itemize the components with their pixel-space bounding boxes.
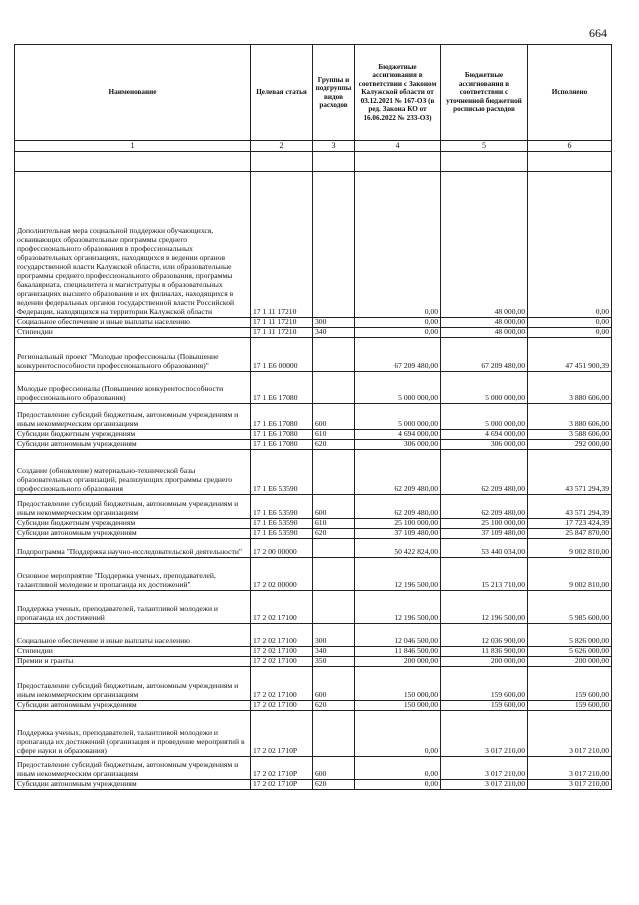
row-name: Основное мероприятие "Поддержка ученых, преподавателей, талантливой молодежи и пропаганда их достижений"	[15, 558, 251, 591]
row-executed: 3 017 210,00	[528, 780, 612, 790]
row-assignment-refined: 3 017 210,00	[441, 711, 528, 757]
column-number: 3	[313, 141, 355, 152]
row-target-article: 17 2 02 1710Р	[251, 780, 313, 790]
table-row	[15, 372, 612, 404]
row-target-article: 17 2 02 17100	[251, 667, 313, 701]
table-row	[15, 657, 612, 667]
header-assignments-law: Бюджетные ассигнования в соответствии с Законом Калужской области от 03.12.2021 № 167-ОЗ (в ред. Закона КО от 16.06.2022 № 233-ОЗ)	[355, 45, 441, 141]
row-target-article: 17 1 Е6 53590	[251, 495, 313, 519]
row-assignment-refined: 37 109 480,00	[441, 529, 528, 539]
row-assignment-law: 0,00	[355, 328, 441, 338]
row-executed: 43 571 294,39	[528, 450, 612, 495]
row-target-article: 17 1 11 17210	[251, 328, 313, 338]
header-assignments-refined: Бюджетные ассигнования в соответствии с уточненной бюджетной росписью расходов	[441, 45, 528, 141]
row-executed: 5 826 000,00	[528, 624, 612, 647]
row-name: Субсидии бюджетным учреждениям	[15, 430, 251, 440]
table-row	[15, 172, 612, 318]
row-assignment-law: 11 846 500,00	[355, 647, 441, 657]
table-row	[15, 328, 612, 338]
row-executed: 0,00	[528, 172, 612, 318]
row-executed: 47 451 900,39	[528, 338, 612, 372]
row-name: Региональный проект "Молодые профессионалы (Повышение конкурентоспособности профессионального образования)"	[15, 338, 251, 372]
row-name: Предоставление субсидий бюджетным, автономным учреждениям и иным некоммерческим организациям	[15, 757, 251, 780]
table-row	[15, 495, 612, 519]
row-assignment-law: 0,00	[355, 757, 441, 780]
row-assignment-refined: 48 000,00	[441, 318, 528, 328]
row-executed: 292 000,00	[528, 440, 612, 450]
row-expense-group	[313, 372, 355, 404]
row-assignment-refined: 53 440 034,00	[441, 539, 528, 558]
row-name: Предоставление субсидий бюджетным, автономным учреждениям и иным некоммерческим организациям	[15, 667, 251, 701]
table-row	[15, 624, 612, 647]
column-number: 2	[251, 141, 313, 152]
table-row	[15, 647, 612, 657]
table-row	[15, 711, 612, 757]
table-row	[15, 430, 612, 440]
row-assignment-law: 0,00	[355, 711, 441, 757]
row-assignment-law: 12 196 500,00	[355, 591, 441, 624]
row-expense-group: 610	[313, 430, 355, 440]
row-assignment-refined: 62 209 480,00	[441, 495, 528, 519]
row-assignment-refined: 25 100 000,00	[441, 519, 528, 529]
row-assignment-refined: 159 600,00	[441, 667, 528, 701]
row-target-article: 17 1 11 17210	[251, 172, 313, 318]
table-row	[15, 450, 612, 495]
table-row	[15, 757, 612, 780]
table-row	[15, 667, 612, 701]
row-executed: 0,00	[528, 318, 612, 328]
row-name: Стипендии	[15, 647, 251, 657]
row-expense-group: 300	[313, 318, 355, 328]
row-name: Субсидии автономным учреждениям	[15, 529, 251, 539]
budget-table	[14, 44, 612, 790]
row-executed: 17 723 424,39	[528, 519, 612, 529]
row-assignment-refined: 12 036 900,00	[441, 624, 528, 647]
page-number: 664	[589, 26, 607, 40]
table-row	[15, 539, 612, 558]
column-number-row	[15, 141, 612, 152]
row-executed: 9 002 810,00	[528, 558, 612, 591]
column-number: 1	[15, 141, 251, 152]
row-assignment-refined: 62 209 480,00	[441, 450, 528, 495]
table-row	[15, 519, 612, 529]
row-assignment-law: 37 109 480,00	[355, 529, 441, 539]
row-expense-group: 600	[313, 404, 355, 430]
row-target-article: 17 1 Е6 17080	[251, 372, 313, 404]
row-name: Поддержка ученых, преподавателей, талантливой молодежи и пропаганда их достижений (организация и проведение мероприятий в сфере науки и образования)	[15, 711, 251, 757]
row-name: Премии и гранты	[15, 657, 251, 667]
table-row	[15, 780, 612, 790]
table-row	[15, 440, 612, 450]
header-name: Наименование	[15, 45, 251, 141]
row-assignment-refined: 15 213 710,00	[441, 558, 528, 591]
row-target-article: 17 2 00 00000	[251, 539, 313, 558]
table-row	[15, 701, 612, 711]
row-expense-group: 610	[313, 519, 355, 529]
row-target-article: 17 2 02 17100	[251, 624, 313, 647]
row-assignment-refined: 48 000,00	[441, 328, 528, 338]
row-target-article: 17 2 02 17100	[251, 657, 313, 667]
row-name: Подпрограмма "Поддержка научно-исследовательской деятельности"	[15, 539, 251, 558]
row-executed: 43 571 294,39	[528, 495, 612, 519]
row-name: Молодые профессионалы (Повышение конкурентоспособности профессионального образования)	[15, 372, 251, 404]
column-number: 4	[355, 141, 441, 152]
row-name: Субсидии бюджетным учреждениям	[15, 519, 251, 529]
row-target-article: 17 2 02 17100	[251, 647, 313, 657]
row-name: Субсидии автономным учреждениям	[15, 440, 251, 450]
row-executed: 5 985 600,00	[528, 591, 612, 624]
header-executed: Исполнено	[528, 45, 612, 141]
row-name: Социальное обеспечение и иные выплаты населению	[15, 318, 251, 328]
row-expense-group: 600	[313, 667, 355, 701]
row-name: Предоставление субсидий бюджетным, автономным учреждениям и иным некоммерческим организациям	[15, 404, 251, 430]
row-target-article: 17 1 Е6 53590	[251, 529, 313, 539]
row-assignment-law: 150 000,00	[355, 667, 441, 701]
row-assignment-law: 12 196 500,00	[355, 558, 441, 591]
row-executed: 159 600,00	[528, 701, 612, 711]
row-expense-group	[313, 558, 355, 591]
row-executed: 0,00	[528, 328, 612, 338]
row-name: Поддержка ученых, преподавателей, талантливой молодежи и пропаганда их достижений	[15, 591, 251, 624]
row-assignment-refined: 48 000,00	[441, 172, 528, 318]
row-name: Стипендии	[15, 328, 251, 338]
table-header-row	[15, 45, 612, 141]
row-assignment-law: 200 000,00	[355, 657, 441, 667]
column-number: 6	[528, 141, 612, 152]
row-executed: 200 000,00	[528, 657, 612, 667]
row-assignment-law: 25 100 000,00	[355, 519, 441, 529]
table-row	[15, 404, 612, 430]
row-target-article: 17 1 Е6 53590	[251, 519, 313, 529]
table-row	[15, 558, 612, 591]
row-executed: 3 588 606,00	[528, 430, 612, 440]
row-executed: 9 002 810,00	[528, 539, 612, 558]
row-assignment-law: 0,00	[355, 318, 441, 328]
row-expense-group: 620	[313, 529, 355, 539]
table-row	[15, 338, 612, 372]
row-executed: 159 600,00	[528, 667, 612, 701]
row-assignment-refined: 3 017 210,00	[441, 780, 528, 790]
row-target-article: 17 2 02 00000	[251, 558, 313, 591]
row-assignment-refined: 5 000 000,00	[441, 404, 528, 430]
row-name: Создание (обновление) материально-технической базы образовательных организаций, реализующих программы среднего профессионального образования	[15, 450, 251, 495]
row-expense-group: 620	[313, 780, 355, 790]
row-assignment-law: 4 694 000,00	[355, 430, 441, 440]
table-row	[15, 591, 612, 624]
row-assignment-refined: 159 600,00	[441, 701, 528, 711]
row-executed: 3 017 210,00	[528, 711, 612, 757]
row-expense-group: 300	[313, 624, 355, 647]
row-assignment-refined: 200 000,00	[441, 657, 528, 667]
row-assignment-law: 50 422 824,00	[355, 539, 441, 558]
row-assignment-law: 5 000 000,00	[355, 372, 441, 404]
row-expense-group: 340	[313, 647, 355, 657]
row-expense-group: 600	[313, 495, 355, 519]
table-row	[15, 318, 612, 328]
row-assignment-refined: 12 196 500,00	[441, 591, 528, 624]
table-row	[15, 529, 612, 539]
row-expense-group: 620	[313, 440, 355, 450]
row-assignment-refined: 5 000 000,00	[441, 372, 528, 404]
row-target-article: 17 1 Е6 17080	[251, 440, 313, 450]
row-name: Субсидии автономным учреждениям	[15, 780, 251, 790]
row-executed: 3 880 606,00	[528, 404, 612, 430]
row-expense-group	[313, 172, 355, 318]
row-expense-group: 600	[313, 757, 355, 780]
row-target-article: 17 1 Е6 00000	[251, 338, 313, 372]
row-target-article: 17 1 Е6 17080	[251, 404, 313, 430]
row-assignment-law: 12 046 500,00	[355, 624, 441, 647]
row-assignment-law: 62 209 480,00	[355, 495, 441, 519]
header-expense-groups: Группы и подгруппы видов расходов	[313, 45, 355, 141]
row-target-article: 17 2 02 17100	[251, 701, 313, 711]
row-assignment-refined: 67 209 480,00	[441, 338, 528, 372]
row-target-article: 17 1 Е6 53590	[251, 450, 313, 495]
row-expense-group: 620	[313, 701, 355, 711]
row-executed: 3 880 606,00	[528, 372, 612, 404]
row-target-article: 17 1 Е6 17080	[251, 430, 313, 440]
row-expense-group	[313, 591, 355, 624]
row-assignment-law: 306 000,00	[355, 440, 441, 450]
row-executed: 3 017 210,00	[528, 757, 612, 780]
row-assignment-refined: 11 836 900,00	[441, 647, 528, 657]
row-expense-group	[313, 539, 355, 558]
row-expense-group	[313, 711, 355, 757]
row-expense-group: 340	[313, 328, 355, 338]
header-target-article: Целевая статья	[251, 45, 313, 141]
row-assignment-law: 67 209 480,00	[355, 338, 441, 372]
row-assignment-law: 0,00	[355, 780, 441, 790]
row-name: Предоставление субсидий бюджетным, автономным учреждениям и иным некоммерческим организациям	[15, 495, 251, 519]
spacer-row	[15, 152, 612, 172]
row-executed: 5 626 000,00	[528, 647, 612, 657]
row-target-article: 17 2 02 1710Р	[251, 711, 313, 757]
row-name: Субсидии автономным учреждениям	[15, 701, 251, 711]
row-assignment-law: 5 000 000,00	[355, 404, 441, 430]
row-assignment-refined: 3 017 210,00	[441, 757, 528, 780]
row-assignment-law: 150 000,00	[355, 701, 441, 711]
row-expense-group: 350	[313, 657, 355, 667]
row-assignment-law: 0,00	[355, 172, 441, 318]
row-assignment-law: 62 209 480,00	[355, 450, 441, 495]
row-assignment-refined: 4 694 000,00	[441, 430, 528, 440]
column-number: 5	[441, 141, 528, 152]
row-expense-group	[313, 450, 355, 495]
row-expense-group	[313, 338, 355, 372]
row-name: Дополнительная мера социальной поддержки обучающихся, осваивающих образовательные программы среднего профессионального образования в профессиональных образовательных организациях, находящихся в ведении органов государственной власти Калужской области, или образовательные программы среднего профессионального образования, программы бакалавриата, специалитета и магистратуры в образовательных организациях высшего образования и их филиалах, находящихся в ведении федеральных органов государственной власти Российской Федерации, находящихся на территории Калужской области	[15, 172, 251, 318]
row-target-article: 17 2 02 17100	[251, 591, 313, 624]
row-executed: 25 847 870,00	[528, 529, 612, 539]
row-assignment-refined: 306 000,00	[441, 440, 528, 450]
row-target-article: 17 1 11 17210	[251, 318, 313, 328]
row-name: Социальное обеспечение и иные выплаты населению	[15, 624, 251, 647]
row-target-article: 17 2 02 1710Р	[251, 757, 313, 780]
